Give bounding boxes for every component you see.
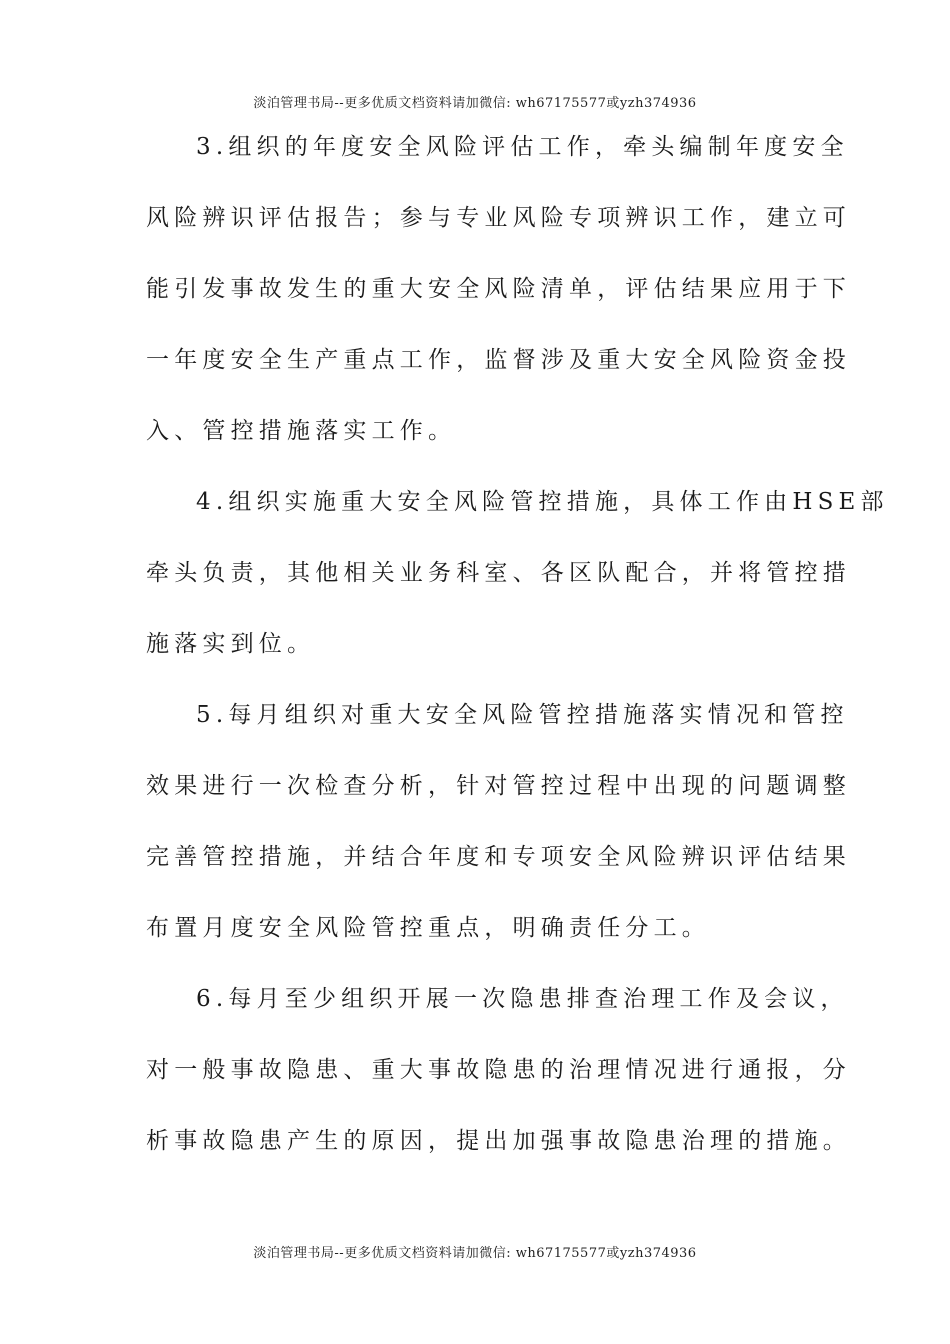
text-line: 一年度安全生产重点工作，监督涉及重大安全风险资金投: [146, 347, 851, 373]
text-line: 3.组织的年度安全风险评估工作，牵头编制年度安全: [196, 134, 849, 160]
text-line: 6.每月至少组织开展一次隐患排查治理工作及会议，: [196, 986, 849, 1012]
paragraph-3: [146, 120, 851, 458]
text-line: 完善管控措施，并结合年度和专项安全风险辨识评估结果: [146, 844, 851, 870]
paragraph-4: [146, 475, 889, 671]
text-line: 4.组织实施重大安全风险管控措施，具体工作由HSE部: [196, 489, 889, 515]
text-line: 5.每月组织对重大安全风险管控措施落实情况和管控: [196, 702, 849, 728]
paragraph-5: [146, 688, 851, 955]
text-line: 风险辨识评估报告；参与专业风险专项辨识工作，建立可: [146, 205, 851, 231]
text-line: 牵头负责，其他相关业务科室、各区队配合，并将管控措: [146, 560, 851, 586]
text-line: 对一般事故隐患、重大事故隐患的治理情况进行通报，分: [146, 1057, 851, 1083]
text-line: 施落实到位。: [146, 631, 316, 657]
text-line: 能引发事故发生的重大安全风险清单，评估结果应用于下: [146, 276, 851, 302]
text-line: 入、管控措施落实工作。: [146, 418, 457, 444]
text-line: 析事故隐患产生的原因，提出加强事故隐患治理的措施。: [146, 1128, 851, 1154]
document-body: [146, 120, 889, 1185]
page-header: 淡泊管理书局--更多优质文档资料请加微信: wh67175577或yzh374936: [253, 96, 697, 111]
paragraph-6: [146, 972, 851, 1168]
page-footer: 淡泊管理书局--更多优质文档资料请加微信: wh67175577或yzh374936: [253, 1246, 697, 1261]
text-line: 布置月度安全风险管控重点，明确责任分工。: [146, 915, 710, 941]
text-line: 效果进行一次检查分析，针对管控过程中出现的问题调整: [146, 773, 851, 799]
